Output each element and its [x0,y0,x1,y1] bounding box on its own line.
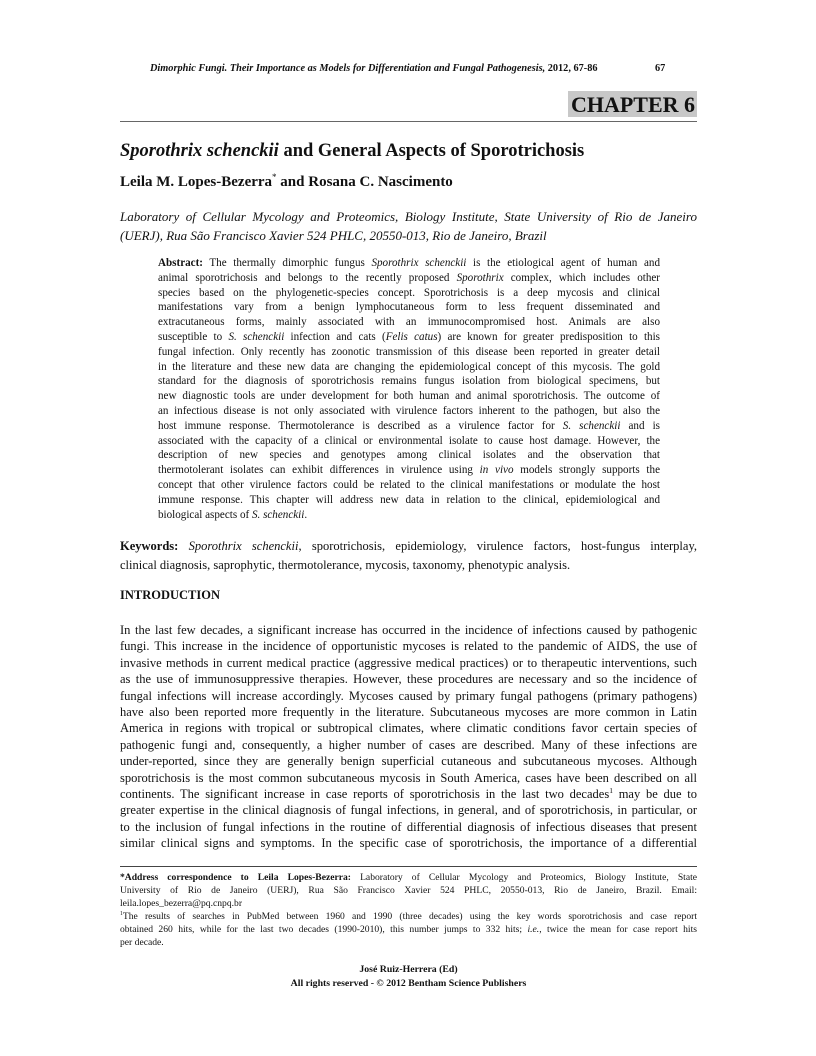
text-run: *Address correspondence to Leila Lopes-Bezerra: [120,872,351,883]
text-run: fungi. This increase in the incidence of opportunistic mycoses is related to the pandemic of AIDS, the use of [120,639,697,654]
text-line [158,478,660,493]
text-run: an infectious disease is not only associated with virulence factors inherent to the pathogen, but also the [158,404,660,417]
text-run: animal sporotrichosis and belongs to the recently proposed [158,271,457,284]
text-run: continents. The significant increase in case reports of sporotrichosis in the last two decades [120,787,610,802]
author-1: Leila M. Lopes-Bezerra [120,174,273,190]
page-number: 67 [655,63,666,74]
footnotes [120,871,697,950]
text-run: immune response. This chapter will address new data in relation to the clinical, epidemiological and [158,493,660,506]
text-line [120,802,697,818]
keywords [120,537,697,575]
text-run: sporotrichosis is the most common subcutaneous mycosis in South America, cases have been described on all [120,770,697,785]
text-line [158,315,660,330]
text-run: Sporothrix schenckii [371,257,467,269]
text-run [178,539,188,553]
text-line [120,884,697,897]
abstract [158,256,660,522]
section-heading-introduction: INTRODUCTION [120,588,221,602]
text-run: description of new species and genotypes among clinical isolates and the observation that [158,449,660,462]
chapter-title [120,140,584,162]
text-run: concept that other virulence factors could be related to the clinical manifestations or modulate the host [158,478,660,491]
text-run: obtained 260 hits, while for the last two decades (1990-2010), this number jumps to 332 hits; [120,924,528,936]
text-run: Laboratory of Cellular Mycology and Proteomics, Biology Institute, State University of Rio de Janeiro [120,209,697,224]
text-run: Sporothrix [456,271,504,284]
text-line [120,638,697,654]
text-run: Abstract: [158,257,203,269]
year-pages: 2012, 67-86 [545,63,598,74]
text-line [120,737,697,753]
text-line [120,671,697,687]
text-line [158,330,660,345]
text-run: under-reported, since they are generally benign superficial cutaneous and subcutaneous mycoses. Although [120,754,697,769]
text-run: 1 [609,785,613,795]
text-run: infection and cats ( [284,330,386,343]
text-line [120,936,697,949]
text-run: standard for the diagnosis of sporotrichosis remains fungus isolation from biological specimens, but [158,375,660,388]
chapter-label: CHAPTER 6 [568,91,697,117]
text-line [120,753,697,769]
text-run: S. schenckii [562,419,621,432]
text-line [158,404,660,419]
text-line [120,897,697,910]
text-run: new diagnostic tools are under development for both human and animal sporotrichosis. The outcome of [158,390,660,403]
text-run: associated with the capacity of a clinical or environmental isolate to cause host damage. However, the [158,434,660,447]
text-line [120,770,697,786]
text-run: In the last few decades, a significant increase has occurred in the incidence of infections caused by pathogenic [120,623,697,637]
text-line [158,448,660,463]
text-line [158,389,660,404]
text-line [158,360,660,375]
text-run: The results of searches in PubMed between 1960 and 1990 (three decades) using the key words sporotrichosis and case report [122,911,697,923]
text-line [158,345,660,360]
text-line [120,537,697,556]
text-line [120,835,697,851]
text-line [158,463,660,478]
text-run: , sporotrichosis, epidemiology, virulence factors, host-fungus interplay, [298,539,698,553]
text-line [158,300,660,315]
title-rest: and General Aspects of Sporotrichosis [278,141,585,161]
header-rule [120,121,697,122]
text-run: i.e. [527,924,540,936]
text-run: ) are known for greater predisposition to this [437,330,660,343]
text-line [158,374,660,389]
text-line [120,720,697,736]
text-run: pathogenic fungi and, consequently, a higher number of cases are described. Many of these infections are [120,737,697,752]
authors [120,173,453,191]
text-line [120,655,697,671]
text-line [158,419,660,434]
text-line [158,434,660,449]
text-run: America in regions with tropical or subtropical climates, where climatic conditions favor certain species of [120,721,697,736]
text-run: . [304,508,308,521]
text-line [120,786,697,802]
text-run: per decade. [120,937,164,949]
text-run: The thermally dimorphic fungus [202,257,372,269]
text-run: extracutaneous forms, mainly associated with an immunocompromised host. Animals are also [158,316,660,329]
page-footer [120,963,697,991]
text-line [120,688,697,704]
text-run: to the inclusion of fungal infections in the routine of differential diagnosis of infectious diseases that present [120,819,697,834]
text-run: 1 [120,911,123,918]
text-line [120,819,697,835]
affiliation [120,207,697,245]
text-run: , twice the mean for case report hits [539,924,697,936]
text-run: host immune response. Thermotolerance is described as a virulence factor for [158,419,563,432]
introduction-paragraph [120,622,697,852]
corresponding-mark: * [272,172,277,182]
text-run: greater expertise in the clinical diagnosis of fungal infections, in general, and of sporotrichosis, in particular, or [120,803,697,818]
text-line [158,271,660,286]
text-run: and is [620,419,660,432]
text-run: Sporothrix schenckii [188,539,299,553]
text-run: Laboratory of Cellular Mycology and Proteomics, Biology Institute, State [351,872,697,883]
text-line [120,226,697,245]
text-run: as the use of immunosuppressive therapies. However, these procedures are necessary and so the incidence of [120,672,697,687]
text-run: University of Rio de Janeiro (UERJ), Rua São Francisco Xavier 524 PHLC, 20550-013, Rio de Janeiro, Brazil. Email: [120,885,697,897]
text-line [120,622,697,638]
text-run: similar clinical signs and symptoms. In the specific case of sporotrichosis, the importance of a differential [120,836,697,851]
title-species: Sporothrix schenckii [120,141,279,161]
text-run: invasive methods in current medical practice (aggressive medical practices) or to therapeutic interventions, such [120,655,697,670]
text-line [120,923,697,936]
text-line [120,704,697,720]
text-line [158,493,660,508]
text-run: leila.lopes_bezerra@pq.cnpq.br [120,898,243,910]
text-line [120,556,697,575]
copyright: All rights reserved - © 2012 Bentham Science Publishers [290,978,527,989]
text-run: Felis catus [385,330,438,343]
book-title: Dimorphic Fungi. Their Importance as Models for Differentiation and Fungal Pathogenesis, [150,63,546,74]
text-run: (UERJ), Rua São Francisco Xavier 524 PHLC, 20550-013, Rio de Janeiro, Brazil [120,228,547,243]
text-run: susceptible to [158,330,229,343]
text-run: complex, which includes other [503,271,660,284]
text-run: thermotolerant isolates can exhibit differences in virulence using [158,464,480,477]
text-line [120,910,697,923]
text-run: models strongly supports the [513,464,660,477]
text-run: may be due to [612,787,698,802]
text-run: fungal infections will increase accordingly. Mycoses caused by primary fungal pathogens (primary pathogens) [120,688,697,703]
text-run: S. schenckii [251,508,305,521]
text-run: in vivo [479,464,514,477]
text-line [120,207,697,226]
text-line [120,871,697,884]
text-run: species based on the phylogenetic-species concept. Sporotrichosis is a deep mycosis and clinical [158,286,660,299]
running-head [150,62,598,75]
text-run: have also been reported more frequently in the literature. Subcutaneous mycoses are more common in Latin [120,705,697,720]
text-run: clinical diagnosis, saprophytic, thermotolerance, mycosis, taxonomy, phenotypic analysis. [120,558,571,572]
footnote-rule [120,866,697,867]
text-line [158,508,660,523]
text-line [158,286,660,301]
text-run: in the literature and these new data are changing the epidemiological concept of this mycosis. The gold [158,360,660,373]
text-line [158,256,660,271]
editor-credit: José Ruiz-Herrera (Ed) [359,964,458,975]
text-run: S. schenckii [228,330,285,343]
text-run: manifestations vary from a benign lymphocutaneous form to less frequent disseminated and [158,301,660,314]
text-run: fungal infection. Only recently has zoonotic transmission of this disease been reported in greater detail [158,345,660,358]
text-run: Keywords: [120,539,179,553]
text-run: biological aspects of [158,508,252,521]
author-2: and Rosana C. Nascimento [276,174,453,190]
text-run: is the etiological agent of human and [466,257,660,269]
